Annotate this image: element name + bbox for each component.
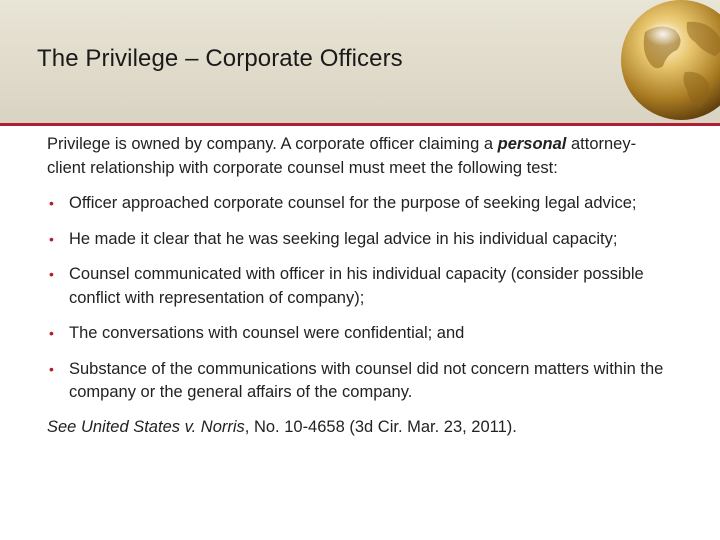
list-item bbox=[47, 358, 667, 405]
intro-paragraph bbox=[47, 133, 667, 180]
intro-text-start: Privilege is owned by company. A corporate officer claiming a bbox=[47, 135, 498, 153]
bullet-icon: • bbox=[49, 266, 54, 282]
list-item bbox=[47, 228, 667, 252]
bullet-icon: • bbox=[49, 195, 54, 211]
gold-globe-icon bbox=[615, 0, 720, 127]
list-item-text: Officer approached corporate counsel for the purpose of seeking legal advice; bbox=[69, 194, 637, 212]
list-item-text: Substance of the communications with counsel did not concern matters within the company or the general affairs of the company. bbox=[69, 359, 664, 401]
slide-title: The Privilege – Corporate Officers bbox=[37, 45, 403, 72]
bullet-icon: • bbox=[49, 325, 54, 341]
header-divider bbox=[0, 123, 720, 126]
citation-case-name: See United States v. Norris bbox=[47, 417, 245, 436]
slide-body bbox=[47, 133, 667, 439]
list-item-text: He made it clear that he was seeking legal advice in his individual capacity; bbox=[69, 229, 618, 248]
citation bbox=[47, 416, 667, 440]
list-item bbox=[47, 192, 667, 216]
citation-details: , No. 10-4658 (3d Cir. Mar. 23, 2011). bbox=[244, 417, 517, 436]
list-item bbox=[47, 322, 667, 346]
list-item bbox=[47, 263, 667, 310]
bullet-icon: • bbox=[49, 360, 54, 377]
test-list bbox=[47, 192, 667, 405]
list-item-text: The conversations with counsel were confidential; and bbox=[69, 324, 465, 342]
list-item-text: Counsel communicated with officer in his individual capacity (consider possible conflict with representation of company); bbox=[69, 265, 644, 307]
intro-emphasis: personal bbox=[497, 135, 567, 153]
bullet-icon: • bbox=[49, 230, 54, 247]
slide-header bbox=[0, 0, 720, 123]
intro-text-end: attorney-client relationship with corporate counsel must meet the following test: bbox=[47, 135, 637, 177]
